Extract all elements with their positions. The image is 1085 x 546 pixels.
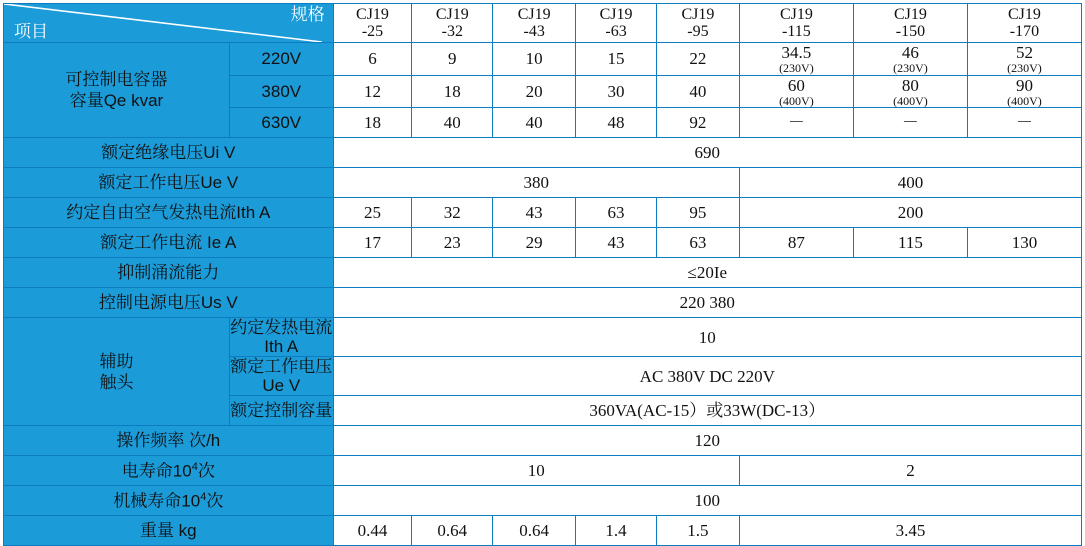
row-value: 63	[576, 198, 657, 228]
row-value: ≤20Ie	[333, 258, 1081, 288]
model-header-cell	[967, 4, 1081, 43]
model-name-line1: CJ19	[356, 5, 389, 23]
capacitance-value: 18	[333, 108, 412, 138]
spec-row-insulation-voltage	[4, 138, 1082, 168]
model-name-line1: CJ19	[1008, 5, 1041, 23]
table-header-row	[4, 4, 1082, 43]
model-name-line2: -95	[687, 23, 709, 40]
row-label-sup: 4	[191, 461, 198, 474]
row-value: 63	[656, 228, 739, 258]
capacitance-value-sub: (400V)	[779, 93, 814, 108]
corner-right-label: 规格	[290, 5, 325, 24]
row-value: 10	[333, 456, 739, 486]
model-name-line2: -25	[361, 23, 384, 40]
row-value: 25	[333, 198, 412, 228]
model-name-line2: -63	[605, 23, 627, 40]
row-label: 约定自由空气发热电流Ith A	[4, 198, 334, 228]
capacitance-value: －	[739, 108, 853, 138]
spec-row-thermal-current	[4, 198, 1082, 228]
capacitance-value: －	[853, 108, 967, 138]
capacitance-value-text: 60	[787, 75, 805, 95]
capacitance-value	[967, 43, 1081, 76]
diagonal-divider-icon	[4, 4, 333, 42]
capacitance-value: 6	[333, 43, 412, 76]
row-label: 控制电源电压Us V	[4, 288, 334, 318]
capacitance-row-220v	[4, 43, 1082, 76]
row-label	[4, 456, 334, 486]
row-value: 380	[333, 168, 739, 198]
aux-group-label	[4, 318, 230, 426]
aux-row-thermal-current	[4, 318, 1082, 357]
model-header-cell	[576, 4, 657, 43]
capacitance-value: 10	[493, 43, 576, 76]
capacitance-value-sub: (400V)	[1007, 93, 1042, 108]
model-header-cell	[739, 4, 853, 43]
capacitance-value-sub: (230V)	[779, 61, 814, 76]
row-value: 1.4	[576, 516, 657, 546]
aux-row-value: 10	[333, 318, 1081, 357]
row-label: 操作频率 次/h	[4, 426, 334, 456]
spec-row-inrush-suppression	[4, 258, 1082, 288]
capacitance-value	[853, 43, 967, 76]
spec-row-mechanical-life	[4, 486, 1082, 516]
model-name-line1: CJ19	[779, 5, 813, 23]
capacitance-value: 15	[576, 43, 657, 76]
row-value: 100	[333, 486, 1081, 516]
aux-row-value: AC 380V DC 220V	[333, 357, 1081, 396]
model-name-line2: -32	[441, 23, 463, 40]
aux-row-label: 约定发热电流Ith A	[230, 318, 333, 357]
row-value: 43	[493, 198, 576, 228]
row-value: 690	[333, 138, 1081, 168]
row-value: 400	[739, 168, 1081, 198]
model-name-line1: CJ19	[435, 5, 469, 23]
spec-row-weight	[4, 516, 1082, 546]
row-value: 0.64	[493, 516, 576, 546]
row-value: 220 380	[333, 288, 1081, 318]
specification-table	[3, 3, 1082, 546]
row-label: 抑制涌流能力	[4, 258, 334, 288]
row-label-tail: 次	[206, 491, 224, 511]
row-value: 43	[576, 228, 657, 258]
model-name-line2: -170	[1009, 23, 1040, 40]
corner-left-label: 项目	[14, 21, 48, 41]
aux-row-value: 360VA(AC-15）或33W(DC-13）	[333, 396, 1081, 426]
spec-row-electrical-life	[4, 456, 1082, 486]
row-label: 重量 kg	[4, 516, 334, 546]
row-label: 额定工作电压Ue V	[4, 168, 334, 198]
capacitance-value: 22	[656, 43, 739, 76]
row-value: 32	[412, 198, 493, 228]
row-label	[4, 486, 334, 516]
capacitance-value-text: 80	[901, 75, 919, 95]
voltage-label-220v: 220V	[229, 43, 333, 76]
capacitance-value: 40	[412, 108, 493, 138]
row-value: 23	[412, 228, 493, 258]
capacitance-value: 40	[656, 75, 739, 108]
voltage-label-630v: 630V	[229, 108, 333, 138]
row-label-sup: 4	[200, 491, 207, 504]
capacitance-group-label	[4, 43, 230, 138]
corner-cell	[4, 4, 334, 43]
row-value: 130	[967, 228, 1081, 258]
spec-row-operating-frequency	[4, 426, 1082, 456]
aux-label-line2: 触头	[99, 372, 134, 392]
model-name-line2: -115	[782, 23, 811, 40]
capacitance-value-sub: (230V)	[893, 61, 928, 76]
capacitance-label-line2: 容量Qe kvar	[69, 91, 164, 111]
row-label: 额定绝缘电压Ui V	[4, 138, 334, 168]
row-value: 87	[739, 228, 853, 258]
model-header-cell	[412, 4, 493, 43]
capacitance-value: 20	[493, 75, 576, 108]
model-name-line2: -43	[523, 23, 545, 40]
model-header-cell	[656, 4, 739, 43]
capacitance-value-text: 34.5	[781, 43, 812, 62]
capacitance-value: 9	[412, 43, 493, 76]
capacitance-value: 12	[333, 75, 412, 108]
spec-row-control-voltage	[4, 288, 1082, 318]
capacitance-value: 92	[656, 108, 739, 138]
row-value: 0.44	[333, 516, 412, 546]
capacitance-value: 18	[412, 75, 493, 108]
row-value: 115	[853, 228, 967, 258]
capacitance-value: 48	[576, 108, 657, 138]
row-value: 120	[333, 426, 1081, 456]
row-value: 29	[493, 228, 576, 258]
model-name-line1: CJ19	[893, 5, 927, 23]
capacitance-value-text: 46	[901, 43, 919, 62]
spec-row-rated-current	[4, 228, 1082, 258]
row-label-text: 电寿命10	[121, 461, 192, 481]
capacitance-value	[967, 75, 1081, 108]
capacitance-value-text: 52	[1015, 43, 1033, 62]
row-label-text: 机械寿命10	[113, 491, 201, 511]
model-name-line1: CJ19	[599, 5, 633, 23]
row-value: 17	[333, 228, 412, 258]
aux-row-label: 额定工作电压Ue V	[230, 357, 333, 396]
aux-row-label: 额定控制容量	[229, 396, 333, 426]
row-value: 0.64	[412, 516, 493, 546]
row-value: 3.45	[739, 516, 1081, 546]
row-value: 2	[739, 456, 1081, 486]
spec-sheet	[0, 3, 1085, 541]
row-label: 额定工作电流 Ie A	[4, 228, 334, 258]
model-header-cell	[853, 4, 967, 43]
model-header-cell	[493, 4, 576, 43]
voltage-label-380v: 380V	[229, 75, 333, 108]
capacitance-value-text: 90	[1015, 75, 1033, 95]
capacitance-value-sub: (230V)	[1007, 61, 1042, 76]
capacitance-value	[853, 75, 967, 108]
row-value: 200	[739, 198, 1081, 228]
row-value: 95	[656, 198, 739, 228]
capacitance-value	[739, 43, 853, 76]
model-header-cell	[333, 4, 412, 43]
spec-row-working-voltage	[4, 168, 1082, 198]
capacitance-label-line1: 可控制电容器	[65, 69, 168, 89]
capacitance-value: 30	[576, 75, 657, 108]
capacitance-value	[739, 75, 853, 108]
model-name-line2: -150	[895, 23, 926, 40]
capacitance-value: －	[967, 108, 1081, 138]
model-name-line1: CJ19	[681, 5, 715, 23]
row-label-tail: 次	[197, 461, 215, 481]
row-value: 1.5	[656, 516, 739, 546]
model-name-line1: CJ19	[517, 5, 551, 23]
capacitance-value: 40	[493, 108, 576, 138]
capacitance-value-sub: (400V)	[893, 93, 928, 108]
aux-label-line1: 辅助	[99, 351, 134, 371]
